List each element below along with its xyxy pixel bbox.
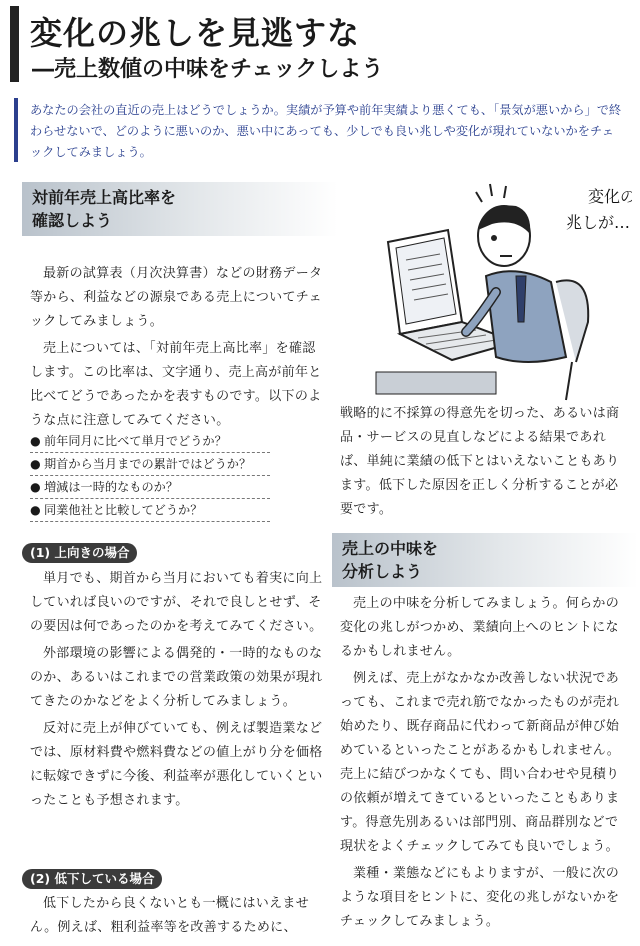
right-column-continuation [340,402,630,525]
checklist-item-text: 前年同月に比べて単月でどうか？ [44,434,227,448]
bullet-icon: ● [30,434,41,448]
section1-heading-line2: 確認しよう [32,211,113,230]
checklist-item-text: 同業他社と比較してどうか？ [44,503,203,517]
section1-heading [22,182,338,236]
sub1-heading [22,542,137,563]
section2-heading [332,533,638,587]
sub1-body [30,567,326,816]
section1-body [30,262,326,436]
section2-paragraph: 業種・業態などにもよりますが、一般に次のような項目をヒントに、変化の兆しがないかをチェックしてみましょう。 [340,866,620,929]
section1-paragraph: 最新の試算表（月次決算書）などの財務データ等から、利益などの源泉である売上についてチェックしてみましょう。 [30,266,323,329]
checklist-item [30,499,270,522]
checklist-item-text: 期首から当月までの累計ではどうか？ [44,457,252,471]
section2-paragraph: 売上の中味を分析してみましょう。何らかの変化の兆しがつかめ、業績向上へのヒントになるかもしれません。 [340,596,620,659]
section2-paragraph: 例えば、売上がなかなか改善しない状況であっても、これまで売れ筋でなかったものが売れ始めたり、既存商品に代わって新商品が伸び始めているといったことがあるかもしれません。売上に結びつかなくても、問い合わせや見積りの依頼が増えてきているといったこともあります。得意先別あるいは部門別、商品群別などで現状をよくチェックしてみても良いでしょう。 [340,671,621,854]
man-at-laptop-illustration [366,172,632,402]
sub2-heading [22,868,162,889]
title-accent-bar [10,6,19,82]
checklist [30,430,270,522]
intro-accent-bar [14,98,18,162]
illustration [366,172,632,402]
speech-line1: 変化の [588,187,632,206]
sub2-label: (2) 低下している場合 [22,869,162,889]
section1-paragraph: 売上については、「対前年売上高比率」を確認します。この比率は、文字通り、売上高が前年と比べてどうであったかを表すものです。以下のような点に注意してみてください。 [30,341,322,428]
section2-heading-line1: 売上の中味を [342,539,439,558]
page-title: 変化の兆しを見逃すな [30,14,361,52]
checklist-item [30,453,270,476]
section2-body [340,592,630,937]
bullet-icon: ● [30,480,41,494]
checklist-item-text: 増減は一時的なものか？ [44,480,179,494]
bullet-icon: ● [30,457,41,471]
sub2-paragraph: 低下したから良くないとも一概にはいえません。例えば、粗利益率等を改善するために、 [30,896,310,935]
sub1-paragraph: 外部環境の影響による偶発的・一時的なものなのか、あるいはこれまでの営業政策の効果が現れてきたのかなどをよく分析してみましょう。 [30,646,323,709]
page-subtitle: ―売上数値の中味をチェックしよう [32,57,384,82]
bullet-icon: ● [30,503,41,517]
sub1-paragraph: 単月でも、期首から当月においても着実に向上していれば良いのですが、それで良しとせず、その要因は何であったのかを考えてみてください。 [30,571,323,634]
speech-line2: 兆しが… [566,213,631,232]
sub2-body [30,892,326,943]
sub1-label: (1) 上向きの場合 [22,543,137,563]
intro-text: あなたの会社の直近の売上はどうでしょうか。実績が予算や前年実績より悪くても、「景気が悪いから」で終わらせないで、どのように悪いのか、悪い中にあっても、少しでも良い兆しや変化が現れていないかをチェックしてみましょう。 [30,103,622,159]
checklist-item [30,476,270,499]
sub1-paragraph: 反対に売上が伸びていても、例えば製造業などでは、原材料費や燃料費などの値上がり分を価格に転嫁できずに今後、利益率が悪化していくといったことも予想されます。 [30,721,323,808]
continuation-paragraph: 戦略的に不採算の得意先を切った、あるいは商品・サービスの見直しなどによる結果であれば、単純に業績の低下とはいえないこともあります。低下した原因を正しく分析することが必要です。 [340,406,620,517]
section1-heading-line1: 対前年売上高比率を [32,188,177,207]
checklist-item [30,430,270,453]
section2-heading-line2: 分析しよう [342,562,423,581]
